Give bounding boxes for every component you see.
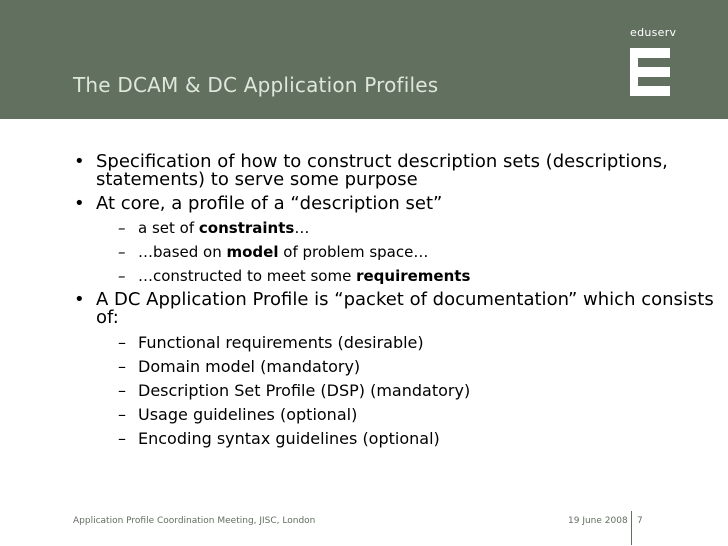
bullet-item xyxy=(74,153,714,189)
sub-text: Domain model (mandatory) xyxy=(138,357,361,376)
sub-bullet-item xyxy=(74,333,714,352)
dash: – xyxy=(118,243,126,261)
bullet-dot: • xyxy=(74,289,85,310)
bullet-text: At core, a profile of a “description set” xyxy=(96,193,443,214)
sub-text: Functional requirements (desirable) xyxy=(138,333,424,352)
bullet-text: A DC Application Profile is “packet of documentation” which consists of: xyxy=(96,289,714,328)
dash: – xyxy=(118,405,126,424)
sub-bullet-item xyxy=(74,243,714,261)
sub-text: Description Set Profile (DSP) (mandatory) xyxy=(138,381,471,400)
bullet-text: Specification of how to construct description sets (descriptions, statements) to serve some purpose xyxy=(96,151,668,190)
footer-event: Application Profile Coordination Meeting, JISC, London xyxy=(73,516,316,526)
logo-text: eduserv xyxy=(630,26,677,39)
sub-text-bold: constraints xyxy=(198,219,295,237)
sub-text-pre: a set of xyxy=(138,219,199,237)
slide-content xyxy=(74,153,714,453)
bullet-item xyxy=(74,291,714,327)
sub-text-bold: requirements xyxy=(356,267,471,285)
sub-text: Usage guidelines (optional) xyxy=(138,405,358,424)
footer-date: 19 June 2008 xyxy=(568,516,628,526)
sub-text-bold: model xyxy=(226,243,279,261)
dash: – xyxy=(118,219,126,237)
sub-text-post: of problem space… xyxy=(278,243,429,261)
dash: – xyxy=(118,333,126,352)
sub-text-post: … xyxy=(294,219,310,237)
dash: – xyxy=(118,267,126,285)
page-number: 7 xyxy=(637,516,643,526)
sub-bullet-item xyxy=(74,405,714,424)
sub-bullet-item xyxy=(74,219,714,237)
eduserv-logo-icon xyxy=(630,48,670,96)
footer-divider xyxy=(631,511,632,545)
sub-bullet-item xyxy=(74,381,714,400)
bullet-dot: • xyxy=(74,193,85,214)
sub-text-pre: …constructed to meet some xyxy=(138,267,357,285)
sub-bullet-item xyxy=(74,429,714,448)
dash: – xyxy=(118,357,126,376)
sub-text: Encoding syntax guidelines (optional) xyxy=(138,429,440,448)
bullet-dot: • xyxy=(74,151,85,172)
dash: – xyxy=(118,429,126,448)
sub-bullet-item xyxy=(74,267,714,285)
dash: – xyxy=(118,381,126,400)
header-banner xyxy=(0,0,728,119)
bullet-item xyxy=(74,195,714,213)
slide-title: The DCAM & DC Application Profiles xyxy=(73,73,439,97)
sub-text-pre: …based on xyxy=(138,243,227,261)
sub-bullet-item xyxy=(74,357,714,376)
